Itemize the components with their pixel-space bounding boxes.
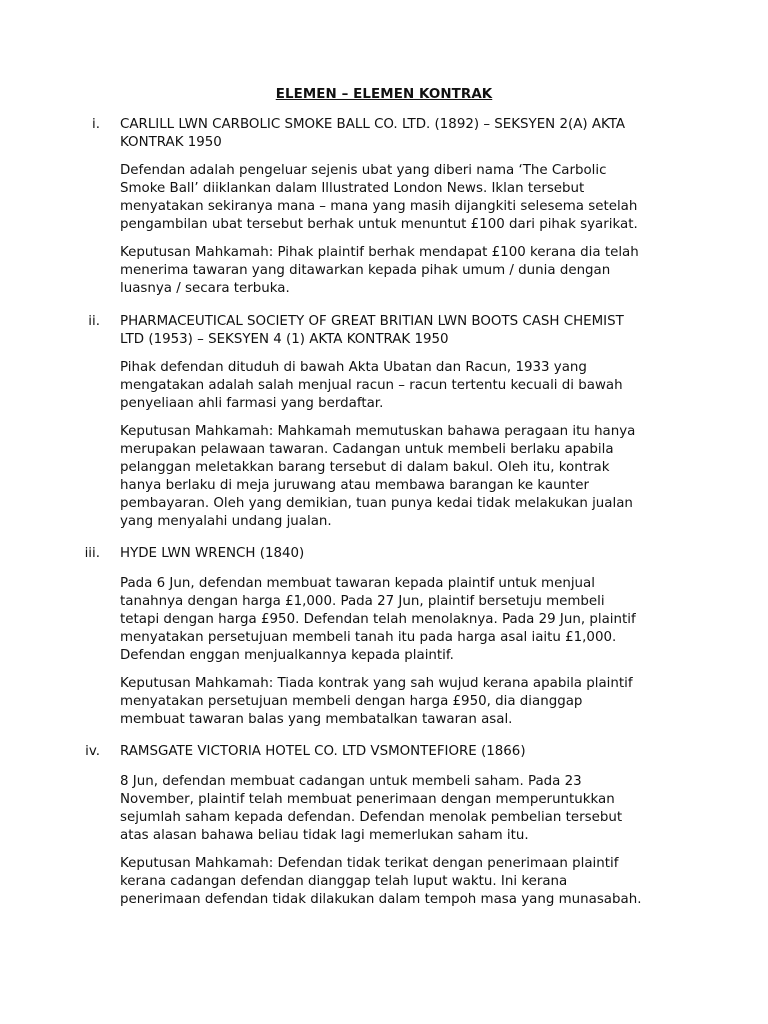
case-facts-paragraph: Pada 6 Jun, defendan membuat tawaran kepada plaintif untuk menjual tanahnya dengan harga £1,000. Pada 27 Jun, plaintif bersetuju membeli tetapi dengan harga £950. Defendan telah menolaknya. Pada 29 Jun, plaintif menyatakan persetujuan membeli tanah itu pada harga asal iaitu £1,000. Defendan enggan menjualkannya kepada plaintif. bbox=[120, 576, 636, 663]
case-facts-paragraph: Pihak defendan dituduh di bawah Akta Ubatan dan Racun, 1933 yang mengatakan adalah salah menjual racun – racun tertentu kecuali di bawah penyeliaan ahli farmasi yang berdaftar. bbox=[120, 360, 623, 411]
case-decision-paragraph: Keputusan Mahkamah: Defendan tidak terikat dengan penerimaan plaintif kerana cadangan defendan dianggap telah luput waktu. Ini kerana penerimaan defendan tidak dilakukan dalam tempoh masa yang munasabah. bbox=[120, 856, 642, 907]
case-body bbox=[120, 116, 688, 308]
case-facts-paragraph: Defendan adalah pengeluar sejenis ubat yang diberi nama ‘The Carbolic Smoke Ball’ diiklankan dalam Illustrated London News. Iklan tersebut menyatakan sekiranya mana – mana yang masih dijangkiti selesema setelah pengambilan ubat tersebut berhak untuk menuntut £100 dari pihak syarikat. bbox=[120, 163, 638, 232]
case-body bbox=[120, 313, 688, 541]
case-heading: PHARMACEUTICAL SOCIETY OF GREAT BRITIAN LWN BOOTS CASH CHEMIST LTD (1953) – SEKSYEN 4 (1) AKTA KONTRAK 1950 bbox=[120, 314, 624, 347]
document-title: ELEMEN – ELEMEN KONTRAK bbox=[275, 87, 493, 102]
case-heading: RAMSGATE VICTORIA HOTEL CO. LTD VSMONTEFIORE (1866) bbox=[120, 744, 526, 759]
case-body bbox=[120, 545, 688, 739]
case-numeral: iii. bbox=[84, 546, 100, 561]
case-facts-paragraph: 8 Jun, defendan membuat cadangan untuk membeli saham. Pada 23 November, plaintif telah membuat penerimaan dengan memperuntukkan sejumlah saham kepada defendan. Defendan menolak pembelian tersebut atas alasan bahawa beliau tidak lagi memerlukan saham itu. bbox=[120, 774, 623, 843]
case-numeral: iv. bbox=[85, 744, 100, 759]
case-decision-paragraph: Keputusan Mahkamah: Mahkamah memutuskan bahawa peragaan itu hanya merupakan pelawaan tawaran. Cadangan untuk membeli berlaku apabila pelanggan meletakkan barang tersebut di dalam bakul. Oleh itu, kontrak hanya berlaku di meja juruwang atau membawa barangan ke kaunter pembayaran. Oleh yang demikian, tuan punya kedai tidak melakukan jualan yang menyalahi undang jualan. bbox=[120, 424, 636, 529]
case-numeral: ii. bbox=[88, 314, 100, 329]
case-body bbox=[120, 743, 688, 919]
case-heading: CARLILL LWN CARBOLIC SMOKE BALL CO. LTD. (1892) – SEKSYEN 2(A) AKTA KONTRAK 1950 bbox=[120, 117, 626, 150]
case-decision-paragraph: Keputusan Mahkamah: Tiada kontrak yang sah wujud kerana apabila plaintif menyatakan persetujuan membeli dengan harga £950, dia dianggap membuat tawaran balas yang membatalkan tawaran asal. bbox=[120, 676, 633, 727]
case-heading: HYDE LWN WRENCH (1840) bbox=[120, 546, 305, 561]
case-numeral: i. bbox=[92, 117, 100, 132]
case-decision-paragraph: Keputusan Mahkamah: Pihak plaintif berhak mendapat £100 kerana dia telah menerima tawaran yang ditawarkan kepada pihak umum / dunia dengan luasnya / secara terbuka. bbox=[120, 245, 639, 296]
